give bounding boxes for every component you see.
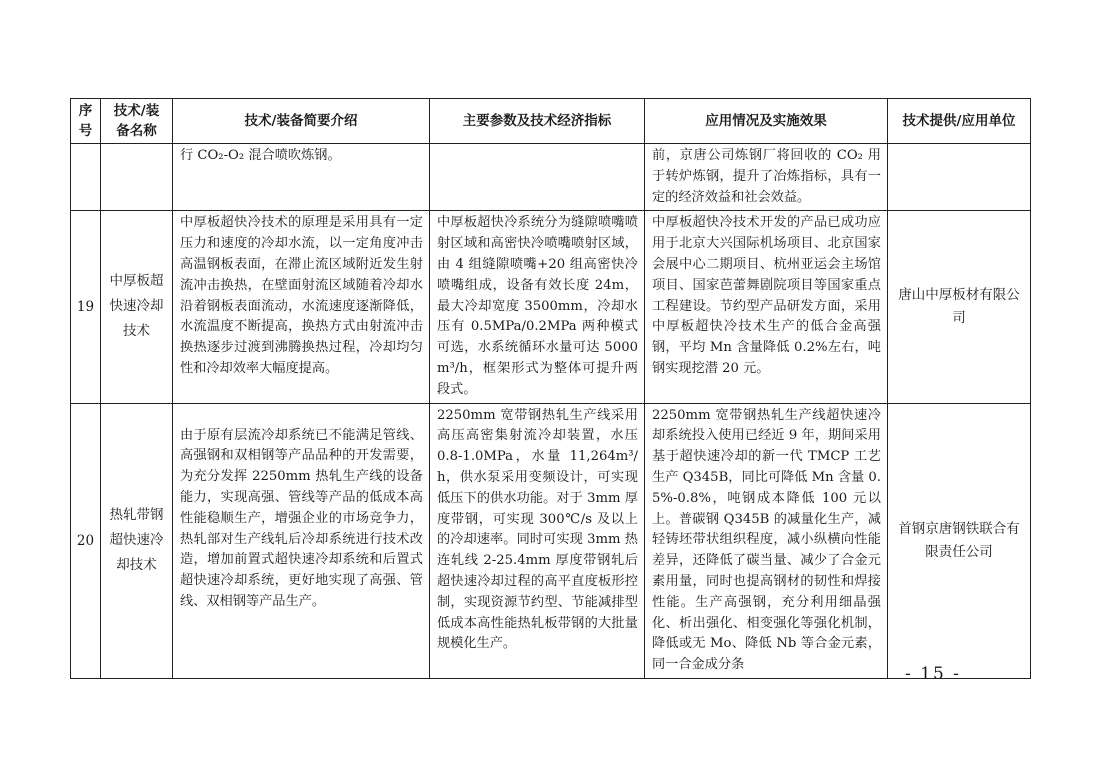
header-params: 主要参数及技术经济指标 bbox=[430, 99, 645, 144]
tech-effect: 中厚板超快冷技术开发的产品已成功应用于北京大兴国际机场项目、北京国家会展中心二期项目、杭州亚运会主场馆项目、国家芭蕾舞剧院项目等国家重点工程建设。节约型产品研发方面，采用中厚板超快冷技术生产的低合金高强钢，平均 Mn 含量降低 0.2%左右，吨钢实现挖潜 20 元。 bbox=[652, 215, 881, 376]
table-row bbox=[71, 403, 1031, 678]
row-number: 20 bbox=[71, 403, 101, 678]
table-row bbox=[71, 144, 1031, 211]
tech-params: 中厚板超快冷系统分为缝隙喷嘴喷射区域和高密快冷喷嘴喷射区域，由 4 组缝隙喷嘴+20 组高密快冷喷嘴组成，设备有效长度 24m，最大冷却宽度 3500mm，冷却水压有 0.5MPa/0.2MPa 两种模式可选，水系统循环水量可达 5000m³/h，框架形式为整体可提升两段式。 bbox=[437, 215, 638, 397]
tech-effect: 2250mm 宽带钢热轧生产线超快速冷却系统投入使用已经近 9 年，期间采用基于超快速冷却的新一代 TMCP 工艺生产 Q345B，同比可降低 Mn 含量 0.5%-0.8%，吨钢成本降低 100 元以上。普碳钢 Q345B 的减量化生产，减轻铸坯带状组织程度，减小纵横向性能差异，还降低了碳当量、减少了合金元素用量，同时也提高钢材的韧性和焊接性能。生产高强钢，充分利用细晶强化、析出强化、相变强化等强化机制，降低或无 Mo、降低 Nb 等合金元素，同一合金成分条 bbox=[652, 407, 881, 673]
header-provider: 技术提供/应用单位 bbox=[888, 99, 1031, 144]
tech-name: 中厚板超快速冷却技术 bbox=[101, 211, 173, 403]
header-name: 技术/装备名称 bbox=[101, 99, 173, 144]
row-number: 19 bbox=[71, 211, 101, 403]
tech-effect: 前，京唐公司炼钢厂将回收的 CO₂ 用于转炉炼钢，提升了冶炼指标，具有一定的经济效益和社会效益。 bbox=[652, 148, 881, 205]
tech-provider bbox=[888, 144, 1031, 211]
page-number: - 15 - bbox=[905, 664, 961, 684]
tech-intro: 由于原有层流冷却系统已不能满足管线、高强钢和双相钢等产品品种的开发需要，为充分发挥 2250mm 热轧生产线的设备能力，实现高强、管线等产品的低成本高性能稳顺生产，增强企业的市场竞争力，热轧部对生产线轧后冷却系统进行技术改造，增加前置式超快速冷却系统和后置式超快速冷却系统，更好地实现了高强、管线、双相钢等产品生产。 bbox=[180, 427, 423, 609]
tech-name bbox=[101, 144, 173, 211]
tech-name: 热轧带钢超快速冷却技术 bbox=[101, 403, 173, 678]
technology-table bbox=[70, 98, 1031, 679]
header-no: 序号 bbox=[71, 99, 101, 144]
tech-provider: 唐山中厚板材有限公司 bbox=[888, 211, 1031, 403]
tech-intro: 行 CO₂-O₂ 混合喷吹炼钢。 bbox=[180, 148, 341, 163]
table-row bbox=[71, 211, 1031, 403]
table-header-row bbox=[71, 99, 1031, 144]
tech-intro: 中厚板超快冷技术的原理是采用具有一定压力和速度的冷却水流，以一定角度冲击高温钢板表面，在滞止流区域附近发生射流冲击换热，在壁面射流区域随着冷却水沿着钢板表面流动，水流速度逐渐降低，水流温度不断提高，换热方式由射流冲击换热逐步过渡到沸腾换热过程，冷却均匀性和冷却效率大幅度提高。 bbox=[180, 215, 423, 376]
row-number bbox=[71, 144, 101, 211]
tech-provider: 首钢京唐钢铁联合有限责任公司 bbox=[888, 403, 1031, 678]
tech-params: 2250mm 宽带钢热轧生产线采用高压高密集射流冷却装置，水压 0.8-1.0MPa，水量 11,264m³/h，供水泵采用变频设计，可实现低压下的供水功能。对于 3mm 厚度带钢，可实现 300℃/s 及以上的冷却速率。同时可实现 3mm 热连轧线 2-25.4mm 厚度带钢轧后超快速冷却过程的高平直度板形控制，实现资源节约型、节能减排型低成本高性能热轧板带钢的大批量规模化生产。 bbox=[437, 407, 638, 652]
header-effect: 应用情况及实施效果 bbox=[645, 99, 888, 144]
tech-params bbox=[430, 144, 644, 148]
header-intro: 技术/装备简要介绍 bbox=[173, 99, 430, 144]
